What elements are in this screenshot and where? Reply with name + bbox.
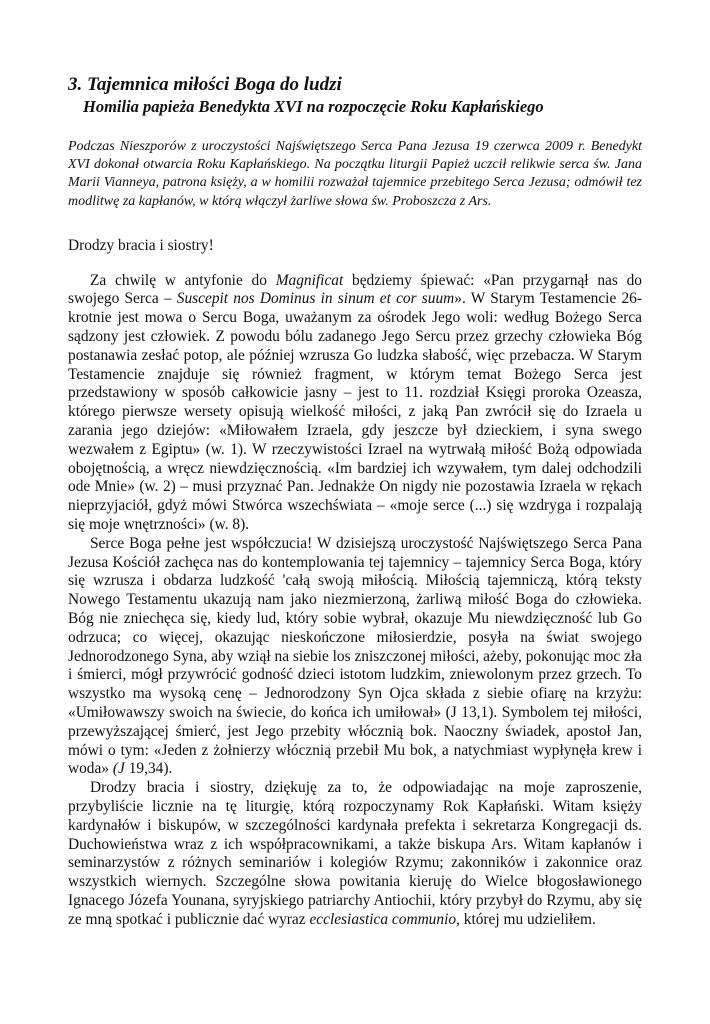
paragraph-3 (68, 779, 642, 929)
chapter-subtitle: Homilia papieża Benedykta XVI na rozpoczęcie Roku Kapłańskiego (83, 97, 544, 116)
paragraph-1-text-b: będziemy śpiewać: «Pan przygarnął nas do swojego Serca – (68, 271, 642, 308)
intro-paragraph: Podczas Nieszporów z uroczystości Najświętszego Serca Pana Jezusa 19 czerwca 2009 r. Benedykt XVI dokonał otwarcia Roku Kapłańskiego. Na początku liturgii Papież uczcił relikwie serca św. Jana Marii Vianneya, patrona księży, a w homilii rozważał tajemnice przebitego Serca Jezusa; odmówił tez modlitwę za kapłanów, w którą włączył żarliwe słowa św. Proboszcza z Ars. (68, 139, 642, 209)
paragraph-1 (68, 272, 642, 535)
greeting: Drodzy bracia i siostry! (68, 236, 214, 254)
paragraph-3-text-a: Drodzy bracia i siostry, dziękuję za to, że odpowiadając na moje zaproszenie, przybyliście licznie na tę liturgię, którą rozpoczynamy Rok Kapłański. Witam księży kardynałów i biskupów, w szczególności kardynała prefekta i sekretarza Kongregacji ds. Duchowieństwa wraz z ich współpracownikami, a także biskupa Ars. Witam kapłanów i seminarzystów z różnych seminariów i kolegiów Rzymu; zakonników i zakonnice oraz wszystkich wiernych. Szczególne słowa powitania kieruję do Wielce błogosławionego Ignacego Józefa Younana, syryjskiego patriarchy Antiochii, który przybył do Rzymu, aby się ze mną spotkać i publicznie dać wyraz (68, 779, 642, 928)
chapter-title: 3. Tajemnica miłości Boga do ludzi (68, 74, 342, 95)
paragraph-2-text-a: Serce Boga pełne jest współczucia! W dzisiejszą uroczystość Najświętszego Serca Pana Jezusa Kościół zachęca nas do kontemplowania tej tajemnicy – tajemnicy Serca Boga, który się wzrusza i obdarza ludzkość 'całą swoją miłością. Miłością tajemniczą, którą teksty Nowego Testamentu ukazują nam jako niezmierzoną, żarliwą miłość Boga do człowieka. Bóg nie zniechęca się, kiedy lud, który sobie wybrał, okazuje Mu niewdzięczność lub Go odrzuca; co więcej, okazując nieskończone miłosierdzie, posyła na świat swojego Jednorodzonego Syna, aby wziął na siebie los zniszczonej miłości, ażeby, pokonując moc zła i śmierci, mógł przywrócić godność dzieci istotom ludzkim, zniewolonym przez grzech. To wszystko ma wysoką cenę – Jednorodzony Syn Ojca składa z siebie ofiarę na krzyżu: «Umiłowawszy swoich na świecie, do końca ich umiłował» (J 13,1). Symbolem tej miłości, przewyższającej śmierć, jest Jego przebity włócznią bok. Naoczny świadek, apostoł Jan, mówi o tym: «Jeden z żołnierzy włócznią przebił Mu bok, a natychmiast wypłynęła krew i woda» (68, 534, 642, 778)
paragraph-1-italic-latin: Suscepit nos Dominus in sinum et cor suum (176, 290, 455, 308)
paragraph-1-italic-magnificat: Magnificat (275, 271, 344, 289)
paragraph-1-text-a: Za chwilę w antyfonie do (90, 271, 276, 289)
document-page (68, 74, 642, 930)
paragraph-2-text-b: 19,34). (124, 760, 173, 778)
paragraph-3-italic-latin: ecclesiastica communio, (309, 910, 460, 928)
paragraph-3-text-b: której mu udzieliłem. (459, 910, 596, 928)
paragraph-2-italic-ref: (J (112, 760, 125, 778)
paragraph-1-text-c: ». W Starym Testamencie 26-krotnie jest mowa o Sercu Boga, uważanym za ośrodek Jego woli: według Bożego Serca sądzony jest człowiek. Z powodu bólu zadanego Jego Sercu przez grzechy człowieka Bóg postanawia zesłać potop, ale później wzrusza Go ludzka słabość, więc przebacza. W Starym Testamencie znajduje się również fragment, w którym temat Bożego Serca jest przedstawiony w sposób całkowicie jasny – jest to 11. rozdział Księgi proroka Ozeasza, którego pierwsze wersety opisują wielkość miłości, z jaką Pan zwrócił się do Izraela u zarania jego dziejów: «Miłowałem Izraela, gdy jeszcze był dzieckiem, i syna swego wezwałem z Egiptu» (w. 1). W rzeczywistości Izrael na wytrwałą miłość Bożą odpowiada obojętnością, a wręcz niewdzięcznością. «Im bardziej ich wzywałem, tym dalej odchodzili ode Mnie» (w. 2) – musi przyznać Pan. Jednakże On nigdy nie pozostawia Izraela w rękach nieprzyjaciół, gdyż mówi Stwórca wszechświata – «moje serce (...) się wzdryga i rozpalają się moje wnętrzności» (w. 8). (68, 290, 642, 533)
paragraph-2 (68, 535, 642, 779)
